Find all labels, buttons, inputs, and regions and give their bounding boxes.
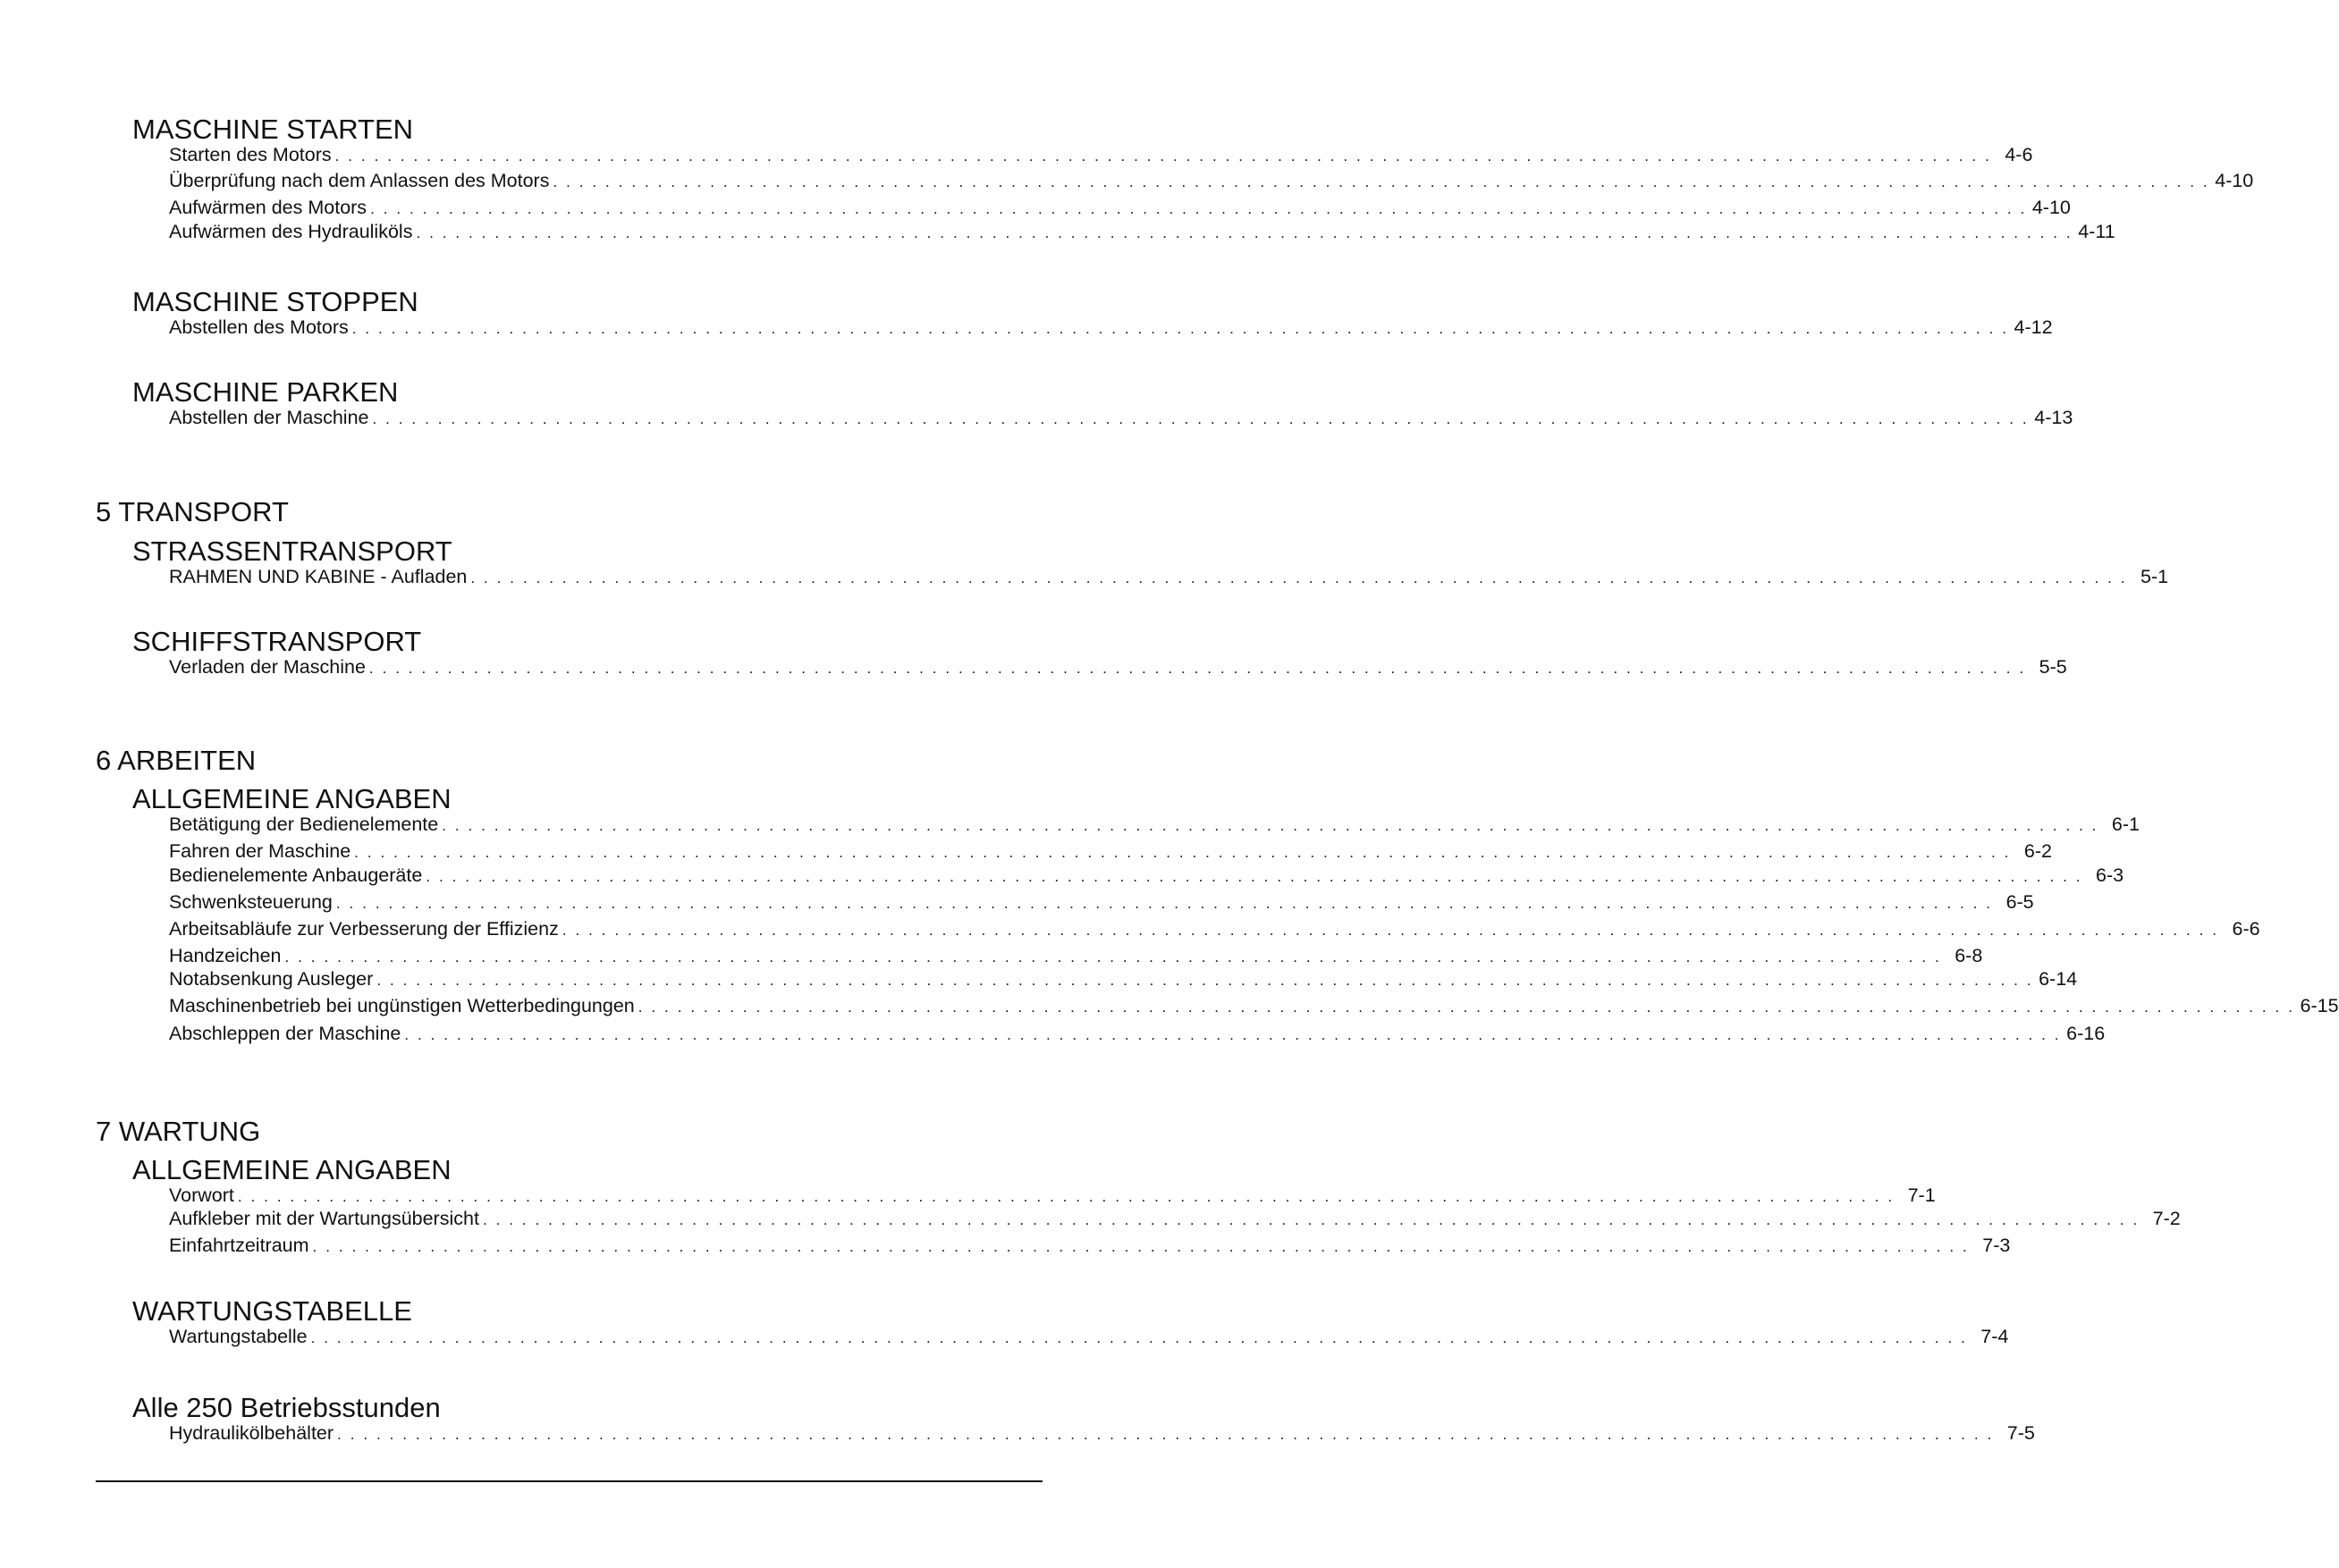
toc-entry-label: Abstellen der Maschine	[169, 407, 369, 428]
dot-leader: . . . . . . . . . . . . . . . . . . . . . . . . . . . . . . . . . . . . . . . . . . . . . . . . . . . . . . . . . . . . . . . . . . . . . . . . . . . . . . . . . . . . . . . . . . . . . . . . . . . . . . . . . . . . . . . . . . . . . . . . . . . . . . .	[335, 895, 1993, 912]
toc-entry[interactable]	[169, 944, 1983, 967]
toc-entry-page: 4-11	[2078, 221, 2115, 242]
toc-entry[interactable]	[169, 1421, 2035, 1445]
toc-entry-page: 6-15	[2300, 995, 2339, 1016]
toc-entry-label: Abschleppen der Maschine	[169, 1023, 401, 1044]
toc-entry-label: Fahren der Maschine	[169, 840, 351, 862]
toc-entry[interactable]	[169, 1207, 2181, 1230]
toc-entry[interactable]	[169, 890, 2034, 914]
dot-leader: . . . . . . . . . . . . . . . . . . . . . . . . . . . . . . . . . . . . . . . . . . . . . . . . . . . . . . . . . . . . . . . . . . . . . . . . . . . . . . . . . . . . . . . . . . . . . . . . . . . . . . . . . . . . . . . . . . . . . . . . . . . . . . .	[337, 1426, 1994, 1443]
toc-entry-label: Überprüfung nach dem Anlassen des Motors	[169, 170, 550, 191]
toc-entry[interactable]	[169, 994, 2339, 1017]
dot-leader: . . . . . . . . . . . . . . . . . . . . . . . . . . . . . . . . . . . . . . . . . . . . . . . . . . . . . . . . . . . . . . . . . . . . . . . . . . . . . . . . . . . . . . . . . . . . . . . . . . . . . . . . . . . . . . . . . . . . . . . . . . . . . . .	[426, 868, 2083, 885]
dot-leader: . . . . . . . . . . . . . . . . . . . . . . . . . . . . . . . . . . . . . . . . . . . . . . . . . . . . . . . . . . . . . . . . . . . . . . . . . . . . . . . . . . . . . . . . . . . . . . . . . . . . . . . . . . . . . . . . . . . . . . . . . . . . . . .	[354, 844, 2011, 861]
chapter-heading-wartung: 7 WARTUNG	[96, 1116, 261, 1147]
toc-entry-page: 7-2	[2152, 1208, 2181, 1229]
toc-entry-label: Maschinenbetrieb bei ungünstigen Wetterbedingungen	[169, 995, 635, 1016]
toc-entry-page: 5-5	[2039, 656, 2067, 678]
dot-leader: . . . . . . . . . . . . . . . . . . . . . . . . . . . . . . . . . . . . . . . . . . . . . . . . . . . . . . . . . . . . . . . . . . . . . . . . . . . . . . . . . . . . . . . . . . . . . . . . . . . . . . . . . . . . . . . . . . . . . . . . . . . . . . .	[442, 817, 2098, 834]
toc-entry-label: Betätigung der Bedienelemente	[169, 814, 439, 835]
section-title-maschine-parken: MASCHINE PARKEN	[132, 376, 399, 408]
section-title-strassentransport: STRASSENTRANSPORT	[132, 535, 452, 567]
section-title-allgemeine-angaben: ALLGEMEINE ANGABEN	[132, 783, 452, 814]
section-title-schiffstransport: SCHIFFSTRANSPORT	[132, 626, 422, 657]
toc-entry-label: Hydraulikölbehälter	[169, 1422, 334, 1444]
toc-entry-page: 4-6	[2005, 144, 2033, 165]
toc-entry-page: 6-5	[2005, 891, 2034, 913]
dot-leader: . . . . . . . . . . . . . . . . . . . . . . . . . . . . . . . . . . . . . . . . . . . . . . . . . . . . . . . . . . . . . . . . . . . . . . . . . . . . . . . . . . . . . . . . . . . . . . . . . . . . . . . . . . . . . . . . . . . . . . . . . . . . . . .	[284, 948, 1942, 965]
dot-leader: . . . . . . . . . . . . . . . . . . . . . . . . . . . . . . . . . . . . . . . . . . . . . . . . . . . . . . . . . . . . . . . . . . . . . . . . . . . . . . . . . . . . . . . . . . . . . . . . . . . . . . . . . . . . . . . . . . . . . . . . . . . . . . .	[416, 224, 2073, 241]
dot-leader: . . . . . . . . . . . . . . . . . . . . . . . . . . . . . . . . . . . . . . . . . . . . . . . . . . . . . . . . . . . . . . . . . . . . . . . . . . . . . . . . . . . . . . . . . . . . . . . . . . . . . . . . . . . . . . . . . . . . . . . . . . . . . . .	[372, 410, 2030, 427]
toc-entry-label: Wartungstabelle	[169, 1326, 308, 1347]
toc-entry-page: 6-1	[2111, 814, 2140, 835]
section-title-allgemeine-angaben: ALLGEMEINE ANGABEN	[132, 1154, 452, 1185]
dot-leader: . . . . . . . . . . . . . . . . . . . . . . . . . . . . . . . . . . . . . . . . . . . . . . . . . . . . . . . . . . . . . . . . . . . . . . . . . . . . . . . . . . . . . . . . . . . . . . . . . . . . . . . . . . . . . . . . . . . . . . . . . . . . . . .	[553, 173, 2210, 190]
toc-entry-label: Einfahrtzeitraum	[169, 1235, 309, 1256]
dot-leader: . . . . . . . . . . . . . . . . . . . . . . . . . . . . . . . . . . . . . . . . . . . . . . . . . . . . . . . . . . . . . . . . . . . . . . . . . . . . . . . . . . . . . . . . . . . . . . . . . . . . . . . . . . . . . . . . . . . . . . . . . . . . . . .	[312, 1238, 1970, 1255]
toc-entry-page: 6-3	[2096, 864, 2124, 886]
section-title-maschine-starten: MASCHINE STARTEN	[132, 114, 414, 145]
dot-leader: . . . . . . . . . . . . . . . . . . . . . . . . . . . . . . . . . . . . . . . . . . . . . . . . . . . . . . . . . . . . . . . . . . . . . . . . . . . . . . . . . . . . . . . . . . . . . . . . . . . . . . . . . . . . . . . . . . . . . . . . . . . . . . .	[404, 1026, 2062, 1043]
toc-entry-label: Notabsenkung Ausleger	[169, 968, 374, 990]
toc-entry-label: Starten des Motors	[169, 144, 332, 165]
dot-leader: . . . . . . . . . . . . . . . . . . . . . . . . . . . . . . . . . . . . . . . . . . . . . . . . . . . . . . . . . . . . . . . . . . . . . . . . . . . . . . . . . . . . . . . . . . . . . . . . . . . . . . . . . . . . . . . . . . . . . . . . . . . . . . .	[482, 1211, 2140, 1228]
toc-entry-page: 4-10	[2215, 170, 2254, 191]
toc-entry-page: 4-13	[2034, 407, 2073, 428]
toc-entry-page: 7-5	[2006, 1422, 2035, 1444]
toc-entry[interactable]	[169, 813, 2140, 836]
toc-entry-page: 6-6	[2232, 918, 2260, 940]
dot-leader: . . . . . . . . . . . . . . . . . . . . . . . . . . . . . . . . . . . . . . . . . . . . . . . . . . . . . . . . . . . . . . . . . . . . . . . . . . . . . . . . . . . . . . . . . . . . . . . . . . . . . . . . . . . . . . . . . . . . . . . . . . . . . . .	[470, 569, 2128, 586]
toc-entry[interactable]	[169, 1184, 1936, 1207]
toc-entry[interactable]	[169, 655, 2067, 679]
toc-entry-page: 6-2	[2023, 840, 2052, 862]
toc-entry[interactable]	[169, 196, 2071, 219]
toc-entry-label: Handzeichen	[169, 945, 282, 966]
toc-entry-label: Aufkleber mit der Wartungsübersicht	[169, 1208, 479, 1229]
dot-leader: . . . . . . . . . . . . . . . . . . . . . . . . . . . . . . . . . . . . . . . . . . . . . . . . . . . . . . . . . . . . . . . . . . . . . . . . . . . . . . . . . . . . . . . . . . . . . . . . . . . . . . . . . . . . . . . . . . . . . . . . . . . . . . .	[368, 660, 2026, 677]
toc-entry[interactable]	[169, 917, 2260, 940]
toc-entry-page: 6-14	[2039, 968, 2078, 990]
toc-entry[interactable]	[169, 1234, 2011, 1257]
dot-leader: . . . . . . . . . . . . . . . . . . . . . . . . . . . . . . . . . . . . . . . . . . . . . . . . . . . . . . . . . . . . . . . . . . . . . . . . . . . . . . . . . . . . . . . . . . . . . . . . . . . . . . . . . . . . . . . . . . . . . . . . . . . . . . .	[370, 200, 2027, 217]
toc-entry-label: Bedienelemente Anbaugeräte	[169, 864, 423, 886]
dot-leader: . . . . . . . . . . . . . . . . . . . . . . . . . . . . . . . . . . . . . . . . . . . . . . . . . . . . . . . . . . . . . . . . . . . . . . . . . . . . . . . . . . . . . . . . . . . . . . . . . . . . . . . . . . . . . . . . . . . . . . . . . . . . . . .	[334, 148, 1992, 164]
toc-entry[interactable]	[169, 169, 2254, 192]
dot-leader: . . . . . . . . . . . . . . . . . . . . . . . . . . . . . . . . . . . . . . . . . . . . . . . . . . . . . . . . . . . . . . . . . . . . . . . . . . . . . . . . . . . . . . . . . . . . . . . . . . . . . . . . . . . . . . . . . . . . . . . . . . . . . . .	[376, 972, 2034, 989]
chapter-heading-arbeiten: 6 ARBEITEN	[96, 745, 257, 776]
toc-entry[interactable]	[169, 143, 2033, 166]
toc-entry-label: RAHMEN UND KABINE - Aufladen	[169, 566, 468, 587]
toc-entry[interactable]	[169, 220, 2115, 243]
toc-entry-label: Aufwärmen des Hydrauliköls	[169, 221, 413, 242]
toc-entry-label: Arbeitsabläufe zur Verbesserung der Effizienz	[169, 918, 559, 940]
toc-entry-page: 6-8	[1955, 945, 1983, 966]
toc-entry-page: 6-16	[2066, 1023, 2106, 1044]
toc-entry[interactable]	[169, 316, 2053, 339]
toc-entry-label: Abstellen des Motors	[169, 316, 349, 338]
toc-entry[interactable]	[169, 1022, 2106, 1045]
section-title-maschine-stoppen: MASCHINE STOPPEN	[132, 286, 418, 317]
toc-entry[interactable]	[169, 565, 2169, 588]
toc-entry[interactable]	[169, 406, 2073, 429]
toc-entry-label: Aufwärmen des Motors	[169, 197, 367, 218]
toc-entry[interactable]	[169, 967, 2078, 991]
toc-entry-page: 4-10	[2031, 197, 2071, 218]
footer-divider	[96, 1480, 1043, 1482]
toc-entry-label: Schwenksteuerung	[169, 891, 333, 913]
chapter-heading-transport: 5 TRANSPORT	[96, 496, 289, 527]
dot-leader: . . . . . . . . . . . . . . . . . . . . . . . . . . . . . . . . . . . . . . . . . . . . . . . . . . . . . . . . . . . . . . . . . . . . . . . . . . . . . . . . . . . . . . . . . . . . . . . . . . . . . . . . . . . . . . . . . . . . . . . . . . . . . . .	[310, 1329, 1968, 1346]
toc-entry-page: 7-4	[1980, 1326, 2009, 1347]
toc-entry[interactable]	[169, 1325, 2009, 1348]
toc-entry[interactable]	[169, 839, 2052, 863]
dot-leader: . . . . . . . . . . . . . . . . . . . . . . . . . . . . . . . . . . . . . . . . . . . . . . . . . . . . . . . . . . . . . . . . . . . . . . . . . . . . . . . . . . . . . . . . . . . . . . . . . . . . . . . . . . . . . . . . . . . . . . . . . . . . . . .	[237, 1188, 1895, 1205]
toc-entry[interactable]	[169, 864, 2124, 887]
toc-entry-page: 7-1	[1907, 1184, 1936, 1206]
toc-entry-page: 7-3	[1982, 1235, 2011, 1256]
section-title-alle-250-betriebsstunden: Alle 250 Betriebsstunden	[132, 1392, 441, 1423]
section-title-wartungstabelle: WARTUNGSTABELLE	[132, 1295, 412, 1327]
toc-entry-label: Verladen der Maschine	[169, 656, 366, 678]
toc-entry-page: 5-1	[2141, 566, 2169, 587]
toc-entry-page: 4-12	[2014, 316, 2053, 338]
dot-leader: . . . . . . . . . . . . . . . . . . . . . . . . . . . . . . . . . . . . . . . . . . . . . . . . . . . . . . . . . . . . . . . . . . . . . . . . . . . . . . . . . . . . . . . . . . . . . . . . . . . . . . . . . . . . . . . . . . . . . . . . . . . . . . .	[351, 320, 2009, 337]
dot-leader: . . . . . . . . . . . . . . . . . . . . . . . . . . . . . . . . . . . . . . . . . . . . . . . . . . . . . . . . . . . . . . . . . . . . . . . . . . . . . . . . . . . . . . . . . . . . . . . . . . . . . . . . . . . . . . . . . . . . . . . . . . . . . . .	[562, 922, 2219, 939]
toc-entry-label: Vorwort	[169, 1184, 234, 1206]
dot-leader: . . . . . . . . . . . . . . . . . . . . . . . . . . . . . . . . . . . . . . . . . . . . . . . . . . . . . . . . . . . . . . . . . . . . . . . . . . . . . . . . . . . . . . . . . . . . . . . . . . . . . . . . . . . . . . . . . . . . . . . . . . . . . . .	[638, 999, 2295, 1016]
